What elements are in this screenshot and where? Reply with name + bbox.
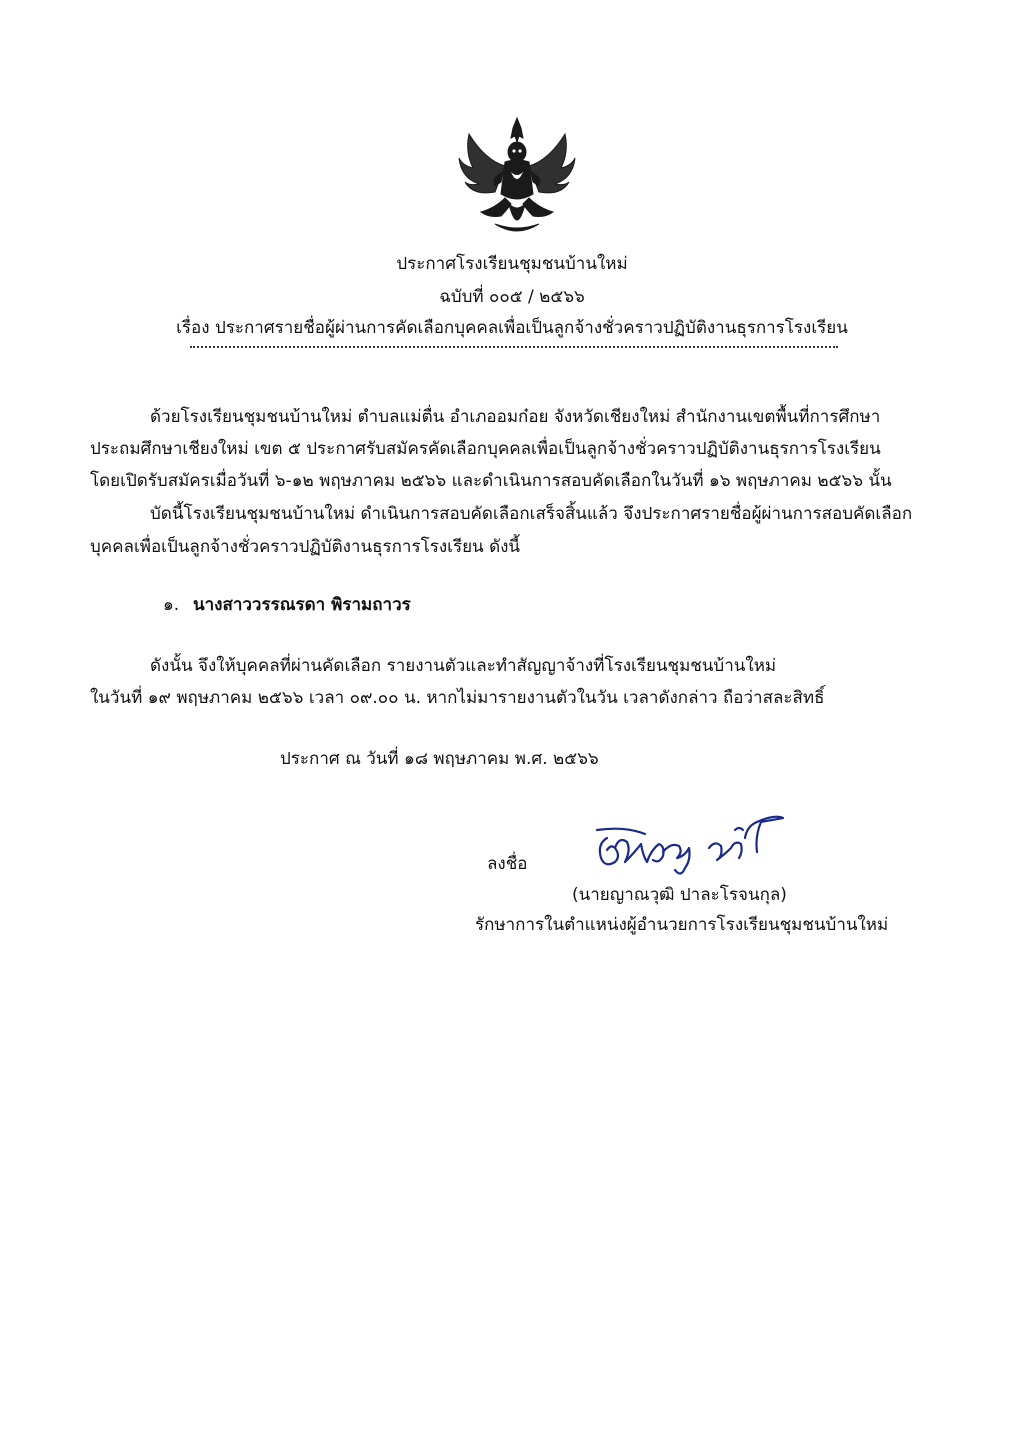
announcement-title: ประกาศโรงเรียนชุมชนบ้านใหม่ <box>396 254 628 274</box>
signatory-name: (นายญาณวุฒิ ปาละโรจนกุล) <box>572 885 787 905</box>
signature-label: ลงชื่อ <box>487 854 528 874</box>
signatory-position: รักษาการในตำแหน่งผู้อำนวยการโรงเรียนชุมชนบ้านใหม่ <box>475 915 889 935</box>
candidate-number: ๑. <box>163 595 180 615</box>
announcement-number: ฉบับที่ ๐๐๕ / ๒๕๖๖ <box>439 287 585 307</box>
paragraph-1-line-1: ด้วยโรงเรียนชุมชนบ้านใหม่ ตำบลแม่ตื่น อำเภออมก๋อย จังหวัดเชียงใหม่ สำนักงานเขตพื้นที่การศึกษา <box>150 407 881 427</box>
candidate-name: นางสาววรรณรดา พิรามถาวร <box>193 595 411 615</box>
dotted-separator <box>190 346 838 348</box>
paragraph-2-line-1: บัดนี้โรงเรียนชุมชนบ้านใหม่ ดำเนินการสอบคัดเลือกเสร็จสิ้นแล้ว จึงประกาศรายชื่อผู้ผ่านการสอบคัดเลือก <box>150 504 913 524</box>
paragraph-1-line-2: ประถมศึกษาเชียงใหม่ เขต ๕ ประกาศรับสมัครคัดเลือกบุคคลเพื่อเป็นลูกจ้างชั่วคราวปฏิบัติงานธุรการโรงเรียน <box>90 439 881 459</box>
announcement-date: ประกาศ ณ วันที่ ๑๘ พฤษภาคม พ.ศ. ๒๕๖๖ <box>280 749 599 769</box>
paragraph-2-line-2: บุคคลเพื่อเป็นลูกจ้างชั่วคราวปฏิบัติงานธุรการโรงเรียน ดังนี้ <box>90 537 521 557</box>
announcement-subject: เรื่อง ประกาศรายชื่อผู้ผ่านการคัดเลือกบุคคลเพื่อเป็นลูกจ้างชั่วคราวปฏิบัติงานธุรการโรงเรียน <box>176 318 848 338</box>
paragraph-3-line-1: ดังนั้น จึงให้บุคคลที่ผ่านคัดเลือก รายงานตัวและทำสัญญาจ้างที่โรงเรียนชุมชนบ้านใหม่ <box>150 656 777 676</box>
handwritten-signature <box>585 800 795 880</box>
garuda-emblem-icon <box>455 112 580 238</box>
paragraph-1-line-3: โดยเปิดรับสมัครเมื่อวันที่ ๖-๑๒ พฤษภาคม ๒๕๖๖ และดำเนินการสอบคัดเลือกในวันที่ ๑๖ พฤษภาคม ๒๕๖๖ นั้น <box>90 471 892 491</box>
paragraph-3-line-2: ในวันที่ ๑๙ พฤษภาคม ๒๕๖๖ เวลา ๐๙.๐๐ น. หากไม่มารายงานตัวในวัน เวลาดังกล่าว ถือว่าสละสิทธิ์ <box>90 688 825 708</box>
